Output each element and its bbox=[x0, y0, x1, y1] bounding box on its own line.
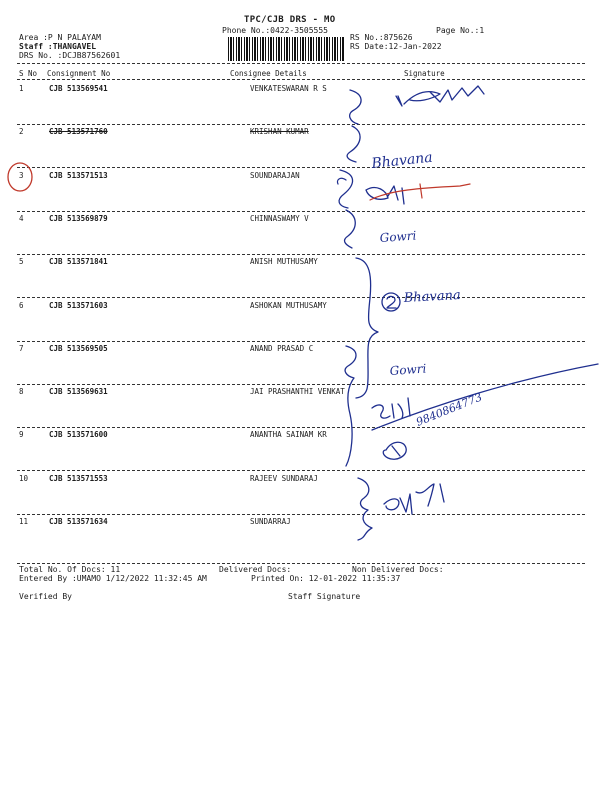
row-divider bbox=[17, 254, 585, 255]
row-consignment: CJB 513571603 bbox=[49, 301, 108, 310]
row-consignee: ASHOKAN MUTHUSAMY bbox=[250, 301, 327, 310]
signature-scribble-3 bbox=[366, 186, 404, 204]
row-consignee: ANAND PRASAD C bbox=[250, 344, 314, 353]
row-sno: 1 bbox=[19, 84, 24, 93]
row-divider bbox=[17, 297, 585, 298]
col-signature: Signature bbox=[404, 69, 445, 78]
handwriting-sig-7: Gowri bbox=[389, 361, 427, 378]
row-consignment: CJB 513571513 bbox=[49, 171, 108, 180]
diagonal-stroke bbox=[372, 364, 598, 430]
signature-scribble-8 bbox=[372, 398, 410, 418]
circled-2 bbox=[382, 293, 400, 311]
row-divider bbox=[17, 470, 585, 471]
row-divider bbox=[17, 167, 585, 168]
row-consignee: JAI PRASHANTHI VENKAT bbox=[250, 387, 345, 396]
row-sno: 6 bbox=[19, 301, 24, 310]
non-delivered-docs: Non Delivered Docs: bbox=[352, 565, 444, 574]
row-sno: 8 bbox=[19, 387, 24, 396]
row-consignee: RAJEEV SUNDARAJ bbox=[250, 474, 318, 483]
header-divider bbox=[17, 63, 585, 64]
row-sno: 7 bbox=[19, 344, 24, 353]
printed-on: Printed On: 12-01-2022 11:35:37 bbox=[251, 574, 401, 583]
row-consignment: CJB 513571600 bbox=[49, 430, 108, 439]
row-consignee: ANISH MUTHUSAMY bbox=[250, 257, 318, 266]
row-consignee: VENKATESWARAN R S bbox=[250, 84, 327, 93]
row-sno: 4 bbox=[19, 214, 24, 223]
handwriting-phone: 9840864773 bbox=[414, 390, 485, 429]
brace-3 bbox=[356, 258, 378, 398]
row-sno: 5 bbox=[19, 257, 24, 266]
row-consignment: CJB 513571553 bbox=[49, 474, 108, 483]
row-divider bbox=[17, 211, 585, 212]
footer-divider bbox=[17, 563, 585, 564]
row-consignment: CJB 513571841 bbox=[49, 257, 108, 266]
phone-number: Phone No.:0422-3505555 bbox=[222, 26, 328, 35]
circled-mark-9 bbox=[383, 442, 406, 459]
page-number: Page No.:1 bbox=[436, 26, 485, 35]
row-sno: 2 bbox=[19, 127, 24, 136]
handwriting-sig-4: Gowri bbox=[379, 228, 417, 245]
row-consignee: KRISHAN KUMAR bbox=[250, 127, 309, 136]
staff-signature: Staff Signature bbox=[288, 592, 361, 601]
handwriting-sig-2: Bhavana bbox=[370, 149, 434, 172]
barcode bbox=[228, 37, 344, 61]
row-sno: 9 bbox=[19, 430, 24, 439]
signature-scribble-1 bbox=[396, 86, 484, 106]
area: Area :P N PALAYAM bbox=[19, 33, 101, 42]
rs-number: RS No.:875626 bbox=[350, 33, 413, 42]
document-title: TPC/CJB DRS - MO bbox=[244, 15, 336, 25]
drs-number: DRS No. :DCJB87562601 bbox=[19, 51, 121, 60]
signature-scribble-10 bbox=[384, 484, 444, 514]
row-divider bbox=[17, 384, 585, 385]
row-consignment: CJB 513569541 bbox=[49, 84, 108, 93]
row-divider bbox=[17, 514, 585, 515]
red-mark-row-3 bbox=[370, 184, 470, 200]
row-divider bbox=[17, 427, 585, 428]
row-consignee: SOUNDARAJAN bbox=[250, 171, 300, 180]
rs-date: RS Date:12-Jan-2022 bbox=[350, 42, 442, 51]
row-consignment: CJB 513571760 bbox=[49, 127, 108, 136]
brace-1 bbox=[347, 90, 361, 162]
staff: Staff :THANGAVEL bbox=[19, 42, 97, 51]
row-consignee: ANANTHA SAINAM KR bbox=[250, 430, 327, 439]
row-consignee: CHINNASWAMY V bbox=[250, 214, 309, 223]
column-divider bbox=[17, 79, 585, 80]
brace-4 bbox=[345, 346, 356, 466]
row-consignment: CJB 513569505 bbox=[49, 344, 108, 353]
row-consignment: CJB 513571634 bbox=[49, 517, 108, 526]
row-sno: 3 bbox=[19, 171, 24, 180]
row-consignment: CJB 513569631 bbox=[49, 387, 108, 396]
brace-2 bbox=[339, 170, 355, 248]
row-sno: 10 bbox=[19, 474, 29, 483]
row-consignment: CJB 513569879 bbox=[49, 214, 108, 223]
handwriting-sig-6: Bhavana bbox=[403, 288, 462, 306]
total-docs: Total No. Of Docs: 11 bbox=[19, 565, 121, 574]
row-sno: 11 bbox=[19, 517, 29, 526]
delivered-docs: Delivered Docs: bbox=[219, 565, 292, 574]
verified-by: Verified By bbox=[19, 592, 72, 601]
row-divider bbox=[17, 341, 585, 342]
col-consignment: Consignment No bbox=[47, 69, 111, 78]
entered-by: Entered By :UMAMO 1/12/2022 11:32:45 AM bbox=[19, 574, 207, 583]
col-consignee: Consignee Details bbox=[230, 69, 307, 78]
row-divider bbox=[17, 124, 585, 125]
row-consignee: SUNDARRAJ bbox=[250, 517, 291, 526]
col-sno: S No bbox=[19, 69, 38, 78]
brace-5 bbox=[358, 478, 372, 540]
